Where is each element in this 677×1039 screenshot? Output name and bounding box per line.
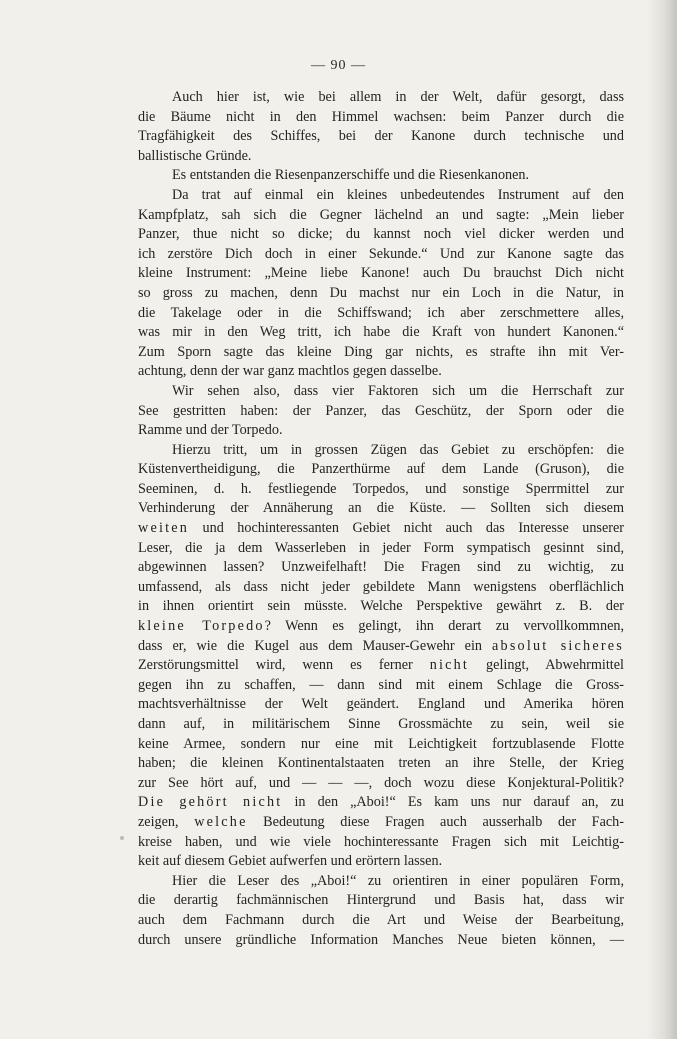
- text-line: Leser, die ja dem Wasserleben in jeder Form sympatisch gesinnt sind,: [138, 539, 624, 556]
- text-line: zeigen, welche Bedeutung diese Fragen auch ausserhalb der Fach-: [138, 813, 624, 830]
- text-line: Hierzu tritt, um in grossen Zügen das Gebiet zu erschöpfen: die: [172, 441, 624, 458]
- text-line: Tragfähigkeit des Schiffes, bei der Kanone durch technische und: [138, 128, 624, 145]
- text-line: Ramme und der Torpedo.: [138, 422, 283, 439]
- text-line: Die gehört nicht in den „Aboi!“ Es kam uns nur darauf an, zu: [138, 794, 624, 811]
- text-line: machtsverhältnisse der Welt geändert. England und Amerika hören: [138, 696, 624, 713]
- text-line: weiten und hochinteressanten Gebiet nicht auch das Interesse unserer: [138, 520, 624, 537]
- text-line: die derartig fachmännischen Hintergrund und Basis hat, dass wir: [138, 892, 624, 909]
- ink-speck: [120, 836, 124, 840]
- text-line: dass er, wie die Kugel aus dem Mauser-Gewehr ein absolut sicheres: [138, 637, 624, 654]
- spaced-emphasis: Die gehört nicht: [138, 794, 283, 811]
- text-line: Verhinderung der Annäherung an die Küste. — Sollten sich diesem: [138, 500, 624, 517]
- text-line: gegen ihn zu schaffen, — dann sind mit einem Schlage die Gross-: [138, 676, 624, 693]
- text-line: so gross zu machen, denn Du machst nur ein Loch in die Natur, in: [138, 284, 624, 301]
- text-line: kleine Instrument: „Meine liebe Kanone! auch Du brauchst Dich nicht: [138, 265, 624, 282]
- text-line: Auch hier ist, wie bei allem in der Welt, dafür gesorgt, dass: [172, 89, 624, 105]
- text-line: Panzer, thue nicht so dicke; du kannst noch viel dicker werden und: [138, 226, 624, 243]
- text-line: Zum Sporn sagte das kleine Ding gar nichts, es strafte ihn mit Ver-: [138, 343, 624, 360]
- page-edge-shadow: [647, 0, 677, 1039]
- spaced-emphasis: nicht: [429, 657, 470, 674]
- text-line: keine Armee, sondern nur eine mit Leichtigkeit fortzublasende Flotte: [138, 735, 624, 752]
- spaced-emphasis: weiten: [138, 520, 190, 537]
- text-line: in ihnen orientirt sein müsste. Welche Perspektive gewährt z. B. der: [138, 598, 624, 615]
- text-line: See gestritten haben: der Panzer, das Geschütz, der Sporn oder die: [138, 402, 624, 419]
- text-line: keit auf diesem Gebiet aufwerfen und erörtern lassen.: [138, 853, 443, 870]
- text-line: kleine Torpedo? Wenn es gelingt, ihn derart zu vervollkommnen,: [138, 618, 625, 635]
- text-line: achtung, denn der war ganz machtlos gegen dasselbe.: [138, 363, 442, 380]
- text-line: Zerstörungsmittel wird, wenn es ferner nicht gelingt, Abwehrmittel: [138, 657, 624, 674]
- text-line: umfassend, als dass nicht jeder gebildete Mann wenigstens oberflächlich: [138, 578, 624, 595]
- body-text: [138, 88, 624, 950]
- text-line: Kampfplatz, sah sich die Gegner lächelnd an und sagte: „Mein lieber: [138, 206, 624, 223]
- text-line: die Takelage oder in die Schiffswand; ich aber zerschmettere alles,: [138, 304, 624, 321]
- text-line: haben; die kleinen Kontinentalstaaten treten an ihre Stelle, der Krieg: [138, 755, 624, 772]
- text-line: Küstenvertheidigung, die Panzerthürme auf dem Lande (Gruson), die: [138, 461, 624, 478]
- text-line: Wir sehen also, dass vier Faktoren sich um die Herrschaft zur: [172, 382, 624, 399]
- text-line: auch dem Fachmann durch die Art und Weise der Bearbeitung,: [138, 911, 624, 928]
- text-line: zur See hört auf, und — — —, doch wozu diese Konjektural-Politik?: [138, 774, 624, 791]
- spaced-emphasis: welche: [194, 813, 248, 830]
- text-line: abgewinnen lassen? Unzweifelhaft! Die Fragen sind zu wichtig, zu: [138, 559, 624, 576]
- text-line: was mir in den Weg tritt, ich habe die Kraft von hundert Kanonen.“: [138, 324, 624, 341]
- text-line: ich zerstöre Dich doch in einer Sekunde.“ Und zur Kanone sagte das: [138, 245, 624, 262]
- text-line: dann auf, in militärischem Sinne Grossmächte zu sein, weil sie: [138, 716, 624, 732]
- text-line: Es entstanden die Riesenpanzerschiffe und die Riesenkanonen.: [172, 167, 530, 184]
- spaced-emphasis: absolut sicheres: [492, 637, 624, 654]
- text-line: Da trat auf einmal ein kleines unbedeutendes Instrument auf den: [172, 186, 624, 203]
- text-line: durch unsere gründliche Information Manches Neue bieten können, —: [138, 931, 624, 948]
- text-line: kreise haben, und wie viele hochinteressante Fragen sich mit Leichtig-: [138, 833, 624, 850]
- spaced-emphasis: kleine Torpedo: [138, 618, 265, 635]
- text-line: ballistische Gründe.: [138, 147, 252, 164]
- text-line: Hier die Leser des „Aboi!“ zu orientiren in einer populären Form,: [172, 872, 624, 889]
- text-line: die Bäume nicht in den Himmel wachsen: beim Panzer durch die: [138, 108, 624, 125]
- text-line: Seeminen, d. h. festliegende Torpedos, und sonstige Sperrmittel zur: [138, 480, 624, 497]
- page-number: — 90 —: [311, 58, 366, 73]
